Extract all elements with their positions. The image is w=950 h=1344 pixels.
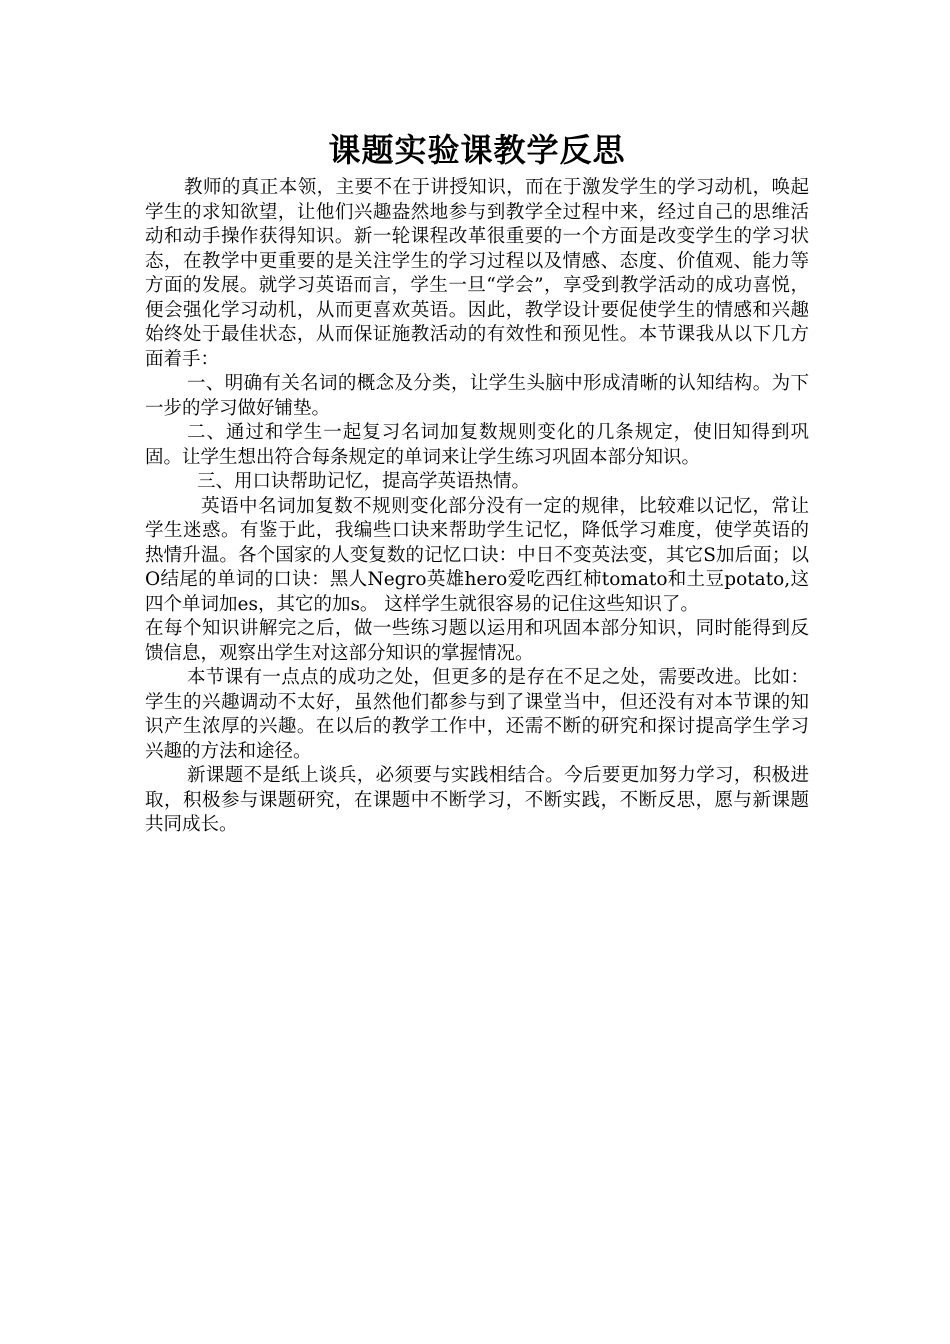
mnemonic-paragraph: 英语中名词加复数不规则变化部分没有一定的规律，比较难以记忆，常让学生迷惑。有鉴于此，我编些口诀来帮助学生记忆，降低学习难度，使学英语的热情升温。各个国家的人变复数的记忆口诀：中日不变英法变，其它S加后面；以O结尾的单词的口诀：黑人Negro英雄hero爱吃西红柿tomato和土豆potato,这四个单词加es，其它的加s。 这样学生就很容易的记住这些知识了。	[145, 495, 809, 615]
exercise-paragraph: 在每个知识讲解完之后，做一些练习题以运用和巩固本部分知识，同时能得到反馈信息，观察出学生对这部分知识的掌握情况。	[145, 618, 809, 664]
document-title: 课题实验课教学反思	[328, 131, 626, 169]
document-body	[145, 128, 809, 838]
point-three-heading: 三、用口诀帮助记忆，提高学英语热情。	[197, 471, 531, 492]
intro-paragraph: 教师的真正本领，主要不在于讲授知识，而在于激发学生的学习动机，唤起学生的求知欲望，让他们兴趣盎然地参与到教学全过程中来，经过自己的思维活动和动手操作获得知识。新一轮课程改革很重要的一个方面是改变学生的学习状态，在教学中更重要的是关注学生的学习过程以及情感、态度、价值观、能力等方面的发展。就学习英语而言，学生一旦“学会”，享受到教学活动的成功喜悦，便会强化学习动机，从而更喜欢英语。因此，教学设计要促使学生的情感和兴趣始终处于最佳状态，从而保证施教活动的有效性和预见性。本节课我从以下几方面着手：	[145, 177, 809, 370]
reflection-paragraph: 本节课有一点点的成功之处，但更多的是存在不足之处，需要改进。比如：学生的兴趣调动不太好，虽然他们都参与到了课堂当中，但还没有对本节课的知识产生浓厚的兴趣。在以后的教学工作中，还需不断的研究和探讨提高学生学习兴趣的方法和途径。	[145, 667, 809, 762]
conclusion-paragraph: 新课题不是纸上谈兵，必须要与实践相结合。今后要更加努力学习，积极进取，积极参与课题研究，在课题中不断学习，不断实践，不断反思，愿与新课题共同成长。	[145, 765, 809, 835]
point-two-paragraph: 二、通过和学生一起复习名词加复数规则变化的几条规定，使旧知得到巩固。让学生想出符合每条规定的单词来让学生练习巩固本部分知识。	[145, 422, 809, 468]
point-one-paragraph: 一、明确有关名词的概念及分类，让学生头脑中形成清晰的认知结构。为下一步的学习做好铺垫。	[145, 373, 809, 419]
